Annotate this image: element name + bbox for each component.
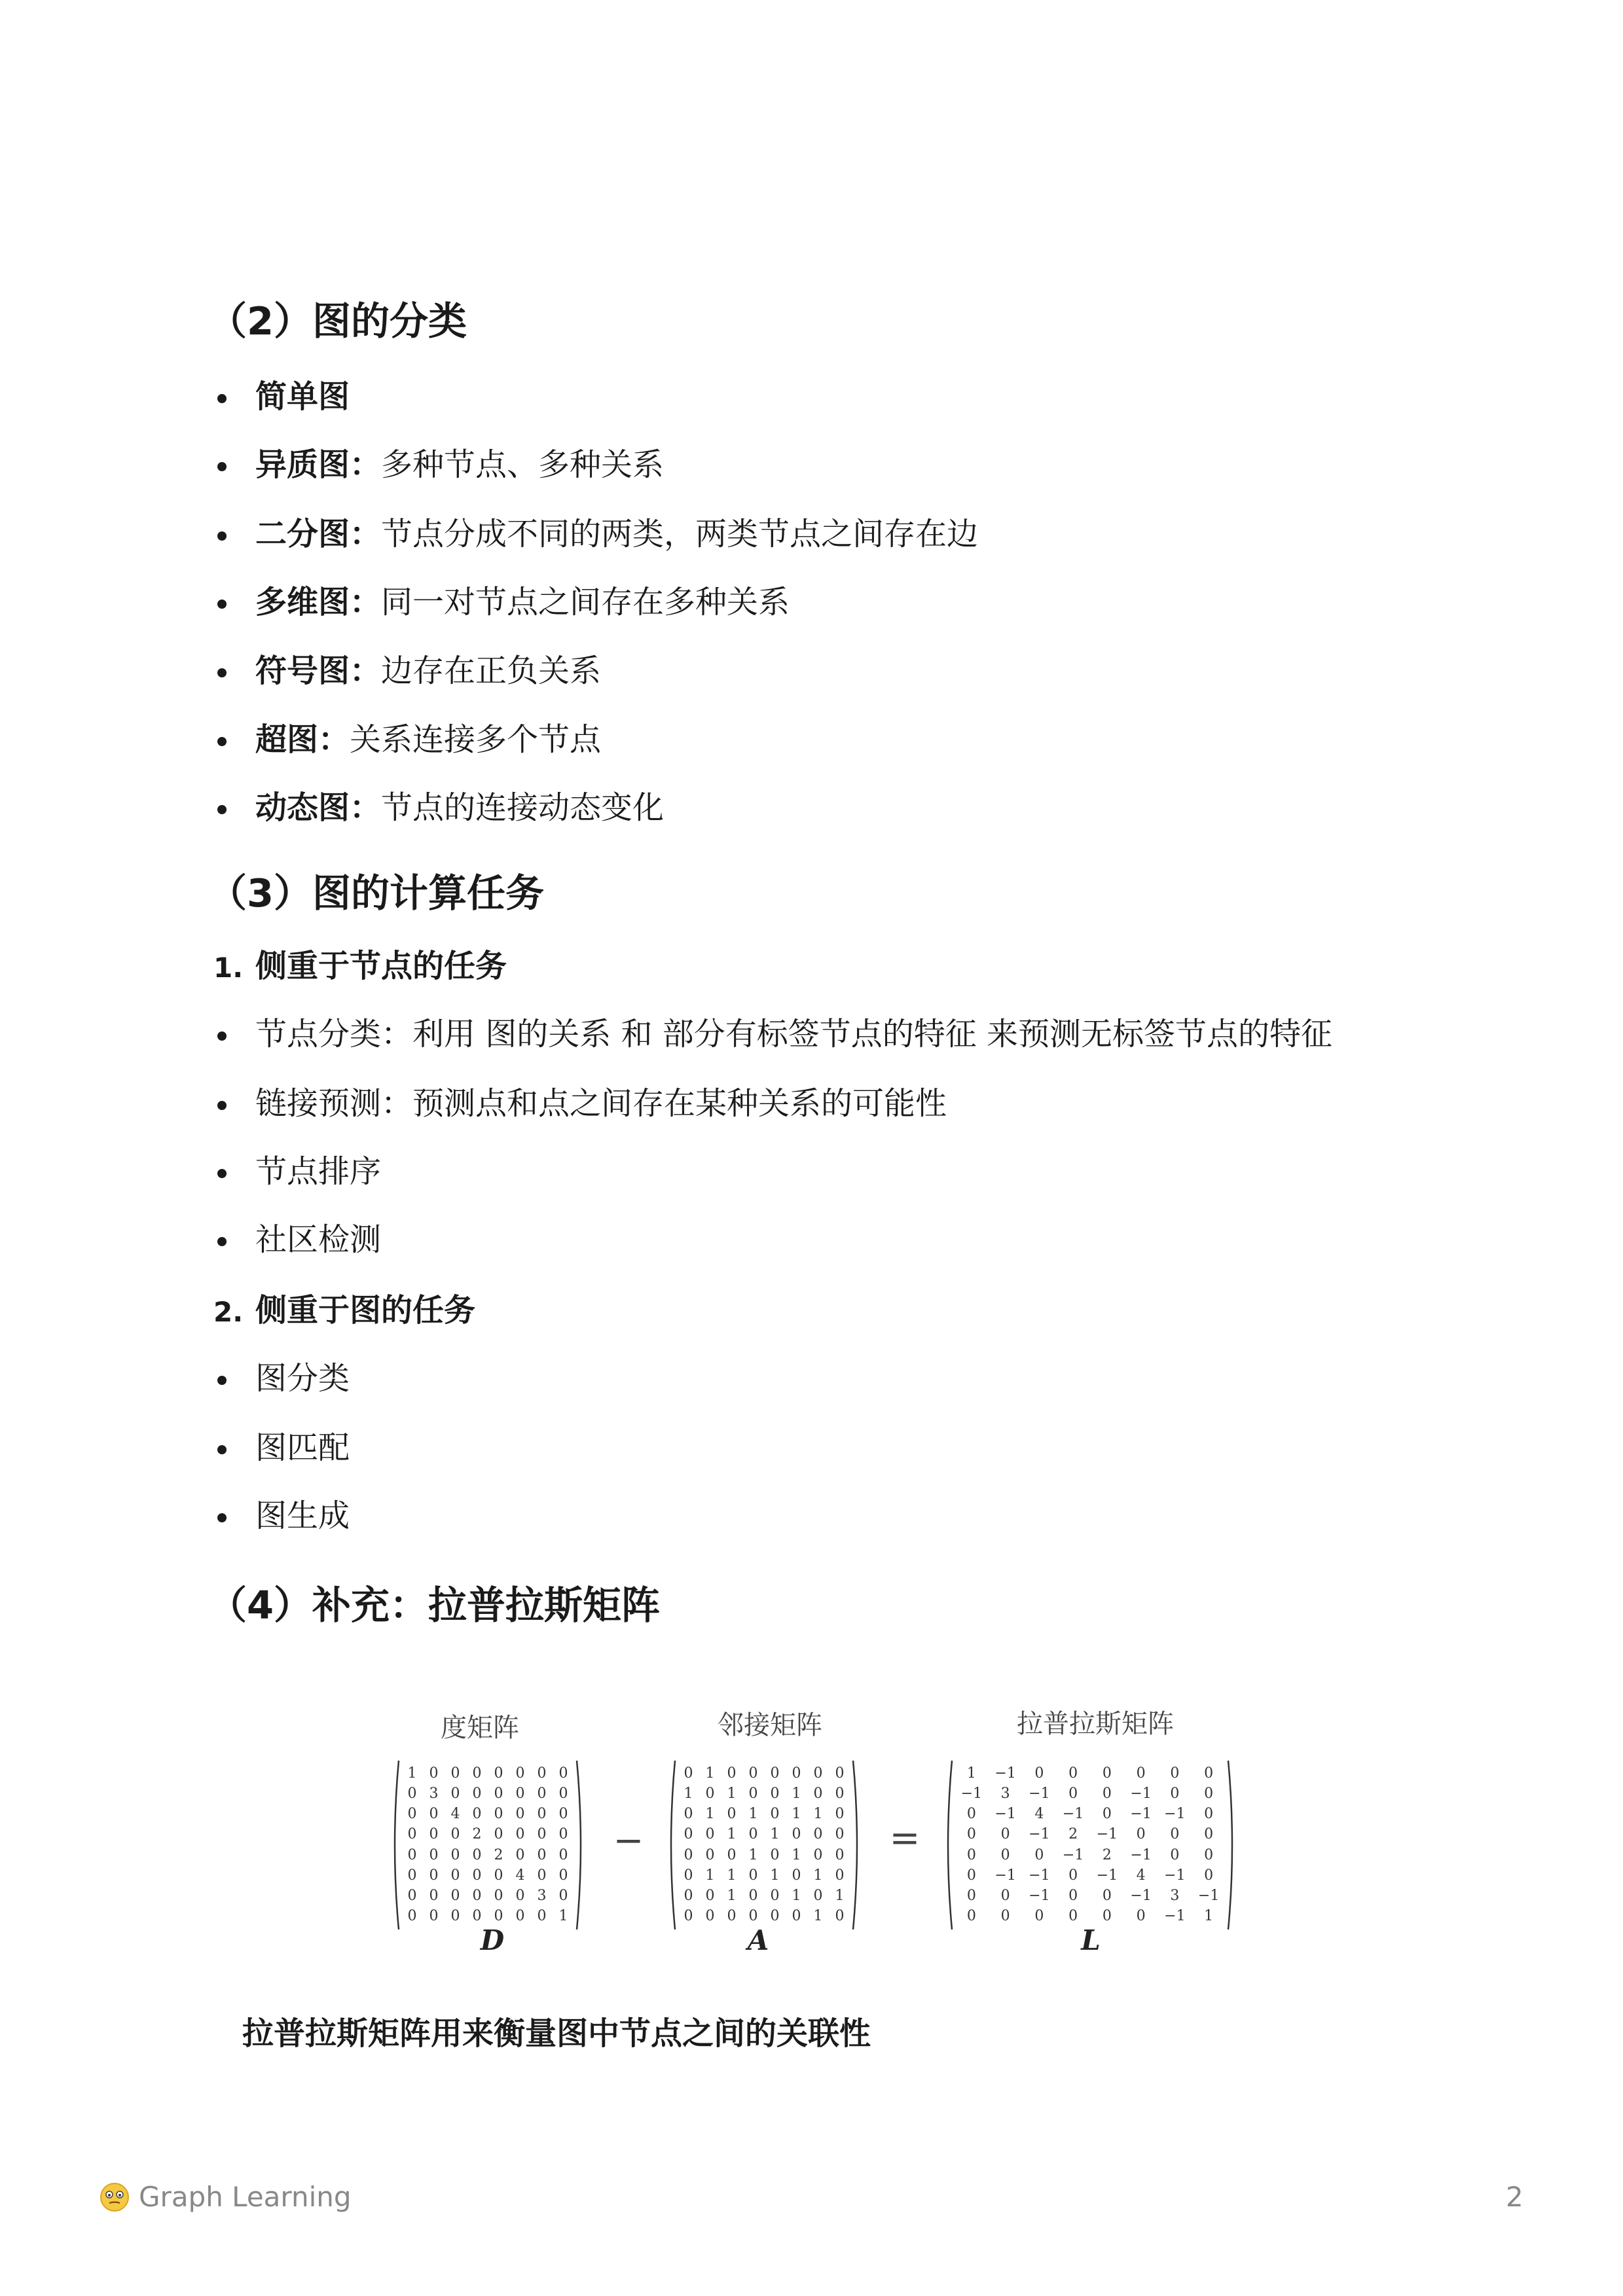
matrix-cell: 0 <box>494 1908 503 1925</box>
matrix-cell: 0 <box>727 1806 737 1823</box>
matrix-cell: −1 <box>1130 1888 1152 1905</box>
bullet-dot <box>217 1445 227 1454</box>
matrix-cell: 0 <box>748 1888 758 1905</box>
list-item <box>255 1498 350 1535</box>
matrix-cell: 0 <box>515 1785 525 1802</box>
matrix-cell: 0 <box>429 1826 439 1843</box>
matrix-cell: 0 <box>835 1867 845 1884</box>
matrix-cell: −1 <box>994 1867 1016 1884</box>
matrix-cell: 0 <box>1102 1806 1112 1823</box>
matrix-cell: 1 <box>770 1867 780 1884</box>
matrix-cell: 0 <box>1000 1908 1010 1925</box>
bullet-dot <box>217 394 227 403</box>
section-heading-3: （3）图的计算任务 <box>208 870 545 916</box>
matrix-cell: 0 <box>407 1846 417 1863</box>
matrix-cell: 0 <box>835 1826 845 1843</box>
task-group-1 <box>213 948 507 986</box>
section-heading-4: （4）补充：拉普拉斯矩阵 <box>208 1583 661 1628</box>
matrix-cell: 0 <box>558 1867 568 1884</box>
list-item <box>255 1429 350 1467</box>
matrix-cell: 0 <box>684 1806 693 1823</box>
matrix-cell: 0 <box>792 1765 801 1782</box>
matrix-cell: 3 <box>1170 1888 1180 1905</box>
matrix-cell: 0 <box>835 1846 845 1863</box>
symbol-l: L <box>1081 1924 1101 1956</box>
matrix-cell: 0 <box>558 1888 568 1905</box>
matrix-cell: 3 <box>429 1785 439 1802</box>
matrix-cell: 0 <box>558 1806 568 1823</box>
list-item <box>255 516 978 554</box>
matrix-cell: 0 <box>558 1785 568 1802</box>
matrix-cell: 0 <box>537 1908 547 1925</box>
matrix-cell: −1 <box>994 1765 1016 1782</box>
face-emoji-icon <box>100 2182 130 2212</box>
matrix-cell: 1 <box>770 1826 780 1843</box>
page-number: 2 <box>1506 2181 1523 2213</box>
matrix-cell: 0 <box>792 1867 801 1884</box>
matrix-cell: 0 <box>515 1908 525 1925</box>
bullet-dot <box>217 805 227 814</box>
laplacian-matrix-title: 拉普拉斯矩阵 <box>1017 1709 1174 1739</box>
matrix-cell: 0 <box>1204 1846 1214 1863</box>
list-item <box>255 1153 381 1191</box>
matrix-cell: 1 <box>1204 1908 1214 1925</box>
list-item <box>255 446 664 484</box>
figure-caption: 拉普拉斯矩阵用来衡量图中节点之间的关联性 <box>242 2015 871 2052</box>
matrix-cell: 0 <box>472 1908 482 1925</box>
matrix-cell: −1 <box>1062 1846 1084 1863</box>
matrix-cell: 0 <box>966 1826 976 1843</box>
graph-type-desc: 节点分成不同的两类，两类节点之间存在边 <box>381 516 979 552</box>
matrix-cell: 0 <box>770 1846 780 1863</box>
matrix-cell: 0 <box>537 1867 547 1884</box>
graph-type-name: 超图： <box>255 721 350 758</box>
matrix-cell: 0 <box>1204 1867 1214 1884</box>
matrix-cell: 1 <box>748 1806 758 1823</box>
matrix-cell: 2 <box>1068 1826 1078 1843</box>
matrix-cell: 3 <box>1000 1785 1010 1802</box>
bullet-dot <box>217 462 227 471</box>
matrix-cell: 0 <box>515 1826 525 1843</box>
laplacian-matrix <box>943 1758 1237 1932</box>
matrix-cell: 0 <box>515 1806 525 1823</box>
matrix-cell: 0 <box>705 1888 715 1905</box>
matrix-cell: 0 <box>450 1765 460 1782</box>
matrix-cell: 0 <box>705 1826 715 1843</box>
matrix-cell: 0 <box>966 1908 976 1925</box>
task-group-title: 侧重于图的任务 <box>255 1292 476 1329</box>
footer-title: Graph Learning <box>139 2181 352 2213</box>
matrix-cell: 1 <box>407 1765 417 1782</box>
matrix-cell: 0 <box>1068 1785 1078 1802</box>
matrix-cell: 0 <box>1102 1888 1112 1905</box>
adjacency-matrix-title: 邻接矩阵 <box>718 1710 822 1740</box>
symbol-a: A <box>747 1924 769 1956</box>
matrix-cell: 0 <box>558 1765 568 1782</box>
matrix-cell: 0 <box>684 1908 693 1925</box>
matrix-cell: 0 <box>770 1806 780 1823</box>
list-item <box>255 1085 947 1123</box>
matrix-cell: 1 <box>792 1888 801 1905</box>
matrix-cell: 0 <box>450 1867 460 1884</box>
matrix-cell: 0 <box>472 1888 482 1905</box>
bullet-dot <box>217 668 227 677</box>
matrix-cell: 1 <box>792 1846 801 1863</box>
matrix-cell: −1 <box>1096 1826 1118 1843</box>
matrix-cell: 0 <box>1136 1826 1146 1843</box>
matrix-cell: 1 <box>813 1908 823 1925</box>
list-number: 2. <box>213 1296 244 1328</box>
matrix-cell: 0 <box>1000 1888 1010 1905</box>
matrix-cell: 0 <box>429 1846 439 1863</box>
bullet-dot <box>217 1169 227 1178</box>
matrix-cell: 1 <box>792 1785 801 1802</box>
list-item <box>255 1221 381 1259</box>
matrix-cell: 0 <box>1102 1908 1112 1925</box>
matrix-cell: 1 <box>727 1785 737 1802</box>
list-item <box>255 584 790 622</box>
matrix-cell: 0 <box>407 1888 417 1905</box>
matrix-cell: 0 <box>705 1785 715 1802</box>
matrix-cell: −1 <box>1164 1908 1186 1925</box>
matrix-cell: 2 <box>1102 1846 1112 1863</box>
matrix-cell: 0 <box>407 1867 417 1884</box>
matrix-cell: 0 <box>705 1908 715 1925</box>
matrix-cell: 0 <box>705 1846 715 1863</box>
section-heading-2: （2）图的分类 <box>208 298 467 344</box>
matrix-cell: 0 <box>813 1826 823 1843</box>
matrix-cell: −1 <box>1029 1888 1050 1905</box>
symbol-d: D <box>480 1924 505 1956</box>
matrix-grid <box>678 1763 850 1927</box>
list-item <box>255 789 664 827</box>
graph-type-desc: 同一对节点之间存在多种关系 <box>381 584 790 620</box>
matrix-cell: 0 <box>835 1765 845 1782</box>
list-item <box>255 1360 350 1398</box>
matrix-cell: 0 <box>558 1826 568 1843</box>
matrix-cell: 0 <box>727 1908 737 1925</box>
list-item <box>255 378 350 416</box>
matrix-cell: 0 <box>1170 1785 1180 1802</box>
matrix-cell: 0 <box>515 1765 525 1782</box>
matrix-cell: 0 <box>1204 1765 1214 1782</box>
matrix-cell: 4 <box>515 1867 525 1884</box>
graph-type-name: 多维图： <box>255 584 382 620</box>
matrix-cell: 0 <box>472 1785 482 1802</box>
matrix-cell: −1 <box>1130 1846 1152 1863</box>
matrix-cell: 1 <box>813 1806 823 1823</box>
matrix-cell: 0 <box>1034 1908 1044 1925</box>
matrix-cell: 0 <box>515 1846 525 1863</box>
matrix-cell: 0 <box>407 1785 417 1802</box>
graph-type-name: 符号图： <box>255 653 382 689</box>
matrix-cell: 0 <box>407 1908 417 1925</box>
matrix-cell: 0 <box>558 1846 568 1863</box>
matrix-cell: 1 <box>792 1806 801 1823</box>
graph-type-desc: 节点的连接动态变化 <box>381 789 665 826</box>
matrix-cell: 0 <box>1068 1888 1078 1905</box>
matrix-cell: 0 <box>813 1765 823 1782</box>
matrix-cell: 0 <box>537 1785 547 1802</box>
matrix-cell: 1 <box>966 1765 976 1782</box>
matrix-cell: 0 <box>515 1888 525 1905</box>
matrix-cell: 0 <box>1136 1908 1146 1925</box>
matrix-cell: 4 <box>450 1806 460 1823</box>
matrix-cell: 0 <box>748 1908 758 1925</box>
matrix-cell: 1 <box>558 1908 568 1925</box>
matrix-cell: 0 <box>1170 1826 1180 1843</box>
matrix-cell: 1 <box>705 1806 715 1823</box>
task-name: 图匹配 <box>255 1429 350 1466</box>
matrix-cell: 0 <box>835 1908 845 1925</box>
matrix-cell: 0 <box>1068 1908 1078 1925</box>
matrix-cell: 0 <box>1170 1765 1180 1782</box>
graph-type-desc: 关系连接多个节点 <box>350 721 602 758</box>
bullet-dot <box>217 1237 227 1246</box>
matrix-cell: 0 <box>684 1826 693 1843</box>
matrix-cell: 0 <box>1068 1765 1078 1782</box>
matrix-cell: 0 <box>429 1806 439 1823</box>
matrix-cell: 3 <box>537 1888 547 1905</box>
task-name: 图分类 <box>255 1360 350 1397</box>
matrix-cell: 0 <box>450 1785 460 1802</box>
matrix-cell: −1 <box>1062 1806 1084 1823</box>
task-group-2 <box>213 1292 476 1330</box>
matrix-cell: 0 <box>684 1846 693 1863</box>
list-item <box>255 653 601 691</box>
matrix-cell: 0 <box>407 1806 417 1823</box>
matrix-cell: 4 <box>1136 1867 1146 1884</box>
matrix-cell: 0 <box>494 1785 503 1802</box>
matrix-cell: 0 <box>966 1846 976 1863</box>
bullet-dot <box>217 1101 227 1110</box>
graph-type-name: 简单图 <box>255 378 350 415</box>
matrix-cell: 0 <box>748 1867 758 1884</box>
graph-type-name: 二分图： <box>255 516 382 552</box>
matrix-cell: 0 <box>684 1867 693 1884</box>
matrix-cell: 0 <box>1170 1846 1180 1863</box>
matrix-cell: −1 <box>1096 1867 1118 1884</box>
matrix-cell: −1 <box>1029 1867 1050 1884</box>
matrix-cell: 0 <box>1068 1867 1078 1884</box>
matrix-cell: 0 <box>494 1867 503 1884</box>
bullet-dot <box>217 531 227 541</box>
matrix-cell: 1 <box>835 1888 845 1905</box>
matrix-cell: 0 <box>537 1806 547 1823</box>
matrix-cell: 0 <box>813 1888 823 1905</box>
matrix-cell: 0 <box>748 1785 758 1802</box>
matrix-cell: 0 <box>407 1826 417 1843</box>
matrix-cell: 2 <box>472 1826 482 1843</box>
task-group-title: 侧重于节点的任务 <box>255 948 507 984</box>
matrix-cell: 0 <box>684 1888 693 1905</box>
matrix-cell: −1 <box>994 1806 1016 1823</box>
degree-matrix <box>390 1758 586 1932</box>
matrix-cell: 0 <box>684 1765 693 1782</box>
graph-type-desc: 边存在正负关系 <box>381 653 602 689</box>
matrix-cell: −1 <box>960 1785 983 1802</box>
matrix-cell: −1 <box>1130 1785 1152 1802</box>
task-name: 节点排序 <box>255 1153 382 1190</box>
matrix-cell: 0 <box>1102 1785 1112 1802</box>
matrix-cell: 0 <box>429 1908 439 1925</box>
matrix-cell: 0 <box>1204 1806 1214 1823</box>
matrix-grid <box>955 1763 1226 1927</box>
matrix-cell: 0 <box>537 1765 547 1782</box>
matrix-cell: 0 <box>727 1846 737 1863</box>
matrix-cell: 0 <box>835 1806 845 1823</box>
matrix-cell: 0 <box>472 1846 482 1863</box>
matrix-cell: 0 <box>494 1826 503 1843</box>
matrix-cell: 0 <box>792 1908 801 1925</box>
graph-type-name: 异质图： <box>255 446 382 483</box>
graph-type-name: 动态图： <box>255 789 382 826</box>
matrix-cell: −1 <box>1029 1785 1050 1802</box>
matrix-grid <box>401 1763 574 1927</box>
matrix-cell: 0 <box>537 1826 547 1843</box>
matrix-cell: 0 <box>770 1888 780 1905</box>
matrix-cell: 0 <box>748 1826 758 1843</box>
matrix-cell: 0 <box>966 1888 976 1905</box>
matrix-cell: 1 <box>684 1785 693 1802</box>
matrix-cell: 0 <box>1136 1765 1146 1782</box>
matrix-cell: 1 <box>813 1867 823 1884</box>
matrix-cell: 0 <box>472 1806 482 1823</box>
task-name: 图生成 <box>255 1498 350 1534</box>
minus-operator: − <box>613 1820 644 1862</box>
bullet-dot <box>217 737 227 746</box>
matrix-cell: 0 <box>835 1785 845 1802</box>
matrix-cell: 1 <box>748 1846 758 1863</box>
list-item <box>255 721 601 759</box>
matrix-cell: 2 <box>494 1846 503 1863</box>
matrix-cell: 1 <box>727 1888 737 1905</box>
matrix-cell: 0 <box>472 1765 482 1782</box>
bullet-dot <box>217 1513 227 1522</box>
equals-operator: = <box>889 1817 921 1859</box>
bullet-dot <box>217 1031 227 1041</box>
matrix-cell: −1 <box>1164 1806 1186 1823</box>
bullet-dot <box>217 600 227 609</box>
matrix-cell: 0 <box>450 1846 460 1863</box>
matrix-cell: 0 <box>748 1765 758 1782</box>
matrix-cell: 0 <box>1204 1785 1214 1802</box>
matrix-cell: 0 <box>429 1765 439 1782</box>
matrix-cell: 0 <box>770 1908 780 1925</box>
matrix-cell: 0 <box>450 1908 460 1925</box>
matrix-cell: 0 <box>966 1867 976 1884</box>
matrix-cell: −1 <box>1164 1867 1186 1884</box>
matrix-cell: 0 <box>1102 1765 1112 1782</box>
task-name: 链接预测：预测点和点之间存在某种关系的可能性 <box>255 1085 947 1122</box>
matrix-cell: 0 <box>1034 1846 1044 1863</box>
matrix-cell: 1 <box>727 1826 737 1843</box>
list-number: 1. <box>213 952 244 984</box>
matrix-cell: 0 <box>450 1888 460 1905</box>
matrix-cell: 0 <box>494 1888 503 1905</box>
matrix-cell: 4 <box>1034 1806 1044 1823</box>
matrix-cell: 0 <box>770 1765 780 1782</box>
matrix-cell: 0 <box>770 1785 780 1802</box>
matrix-cell: 0 <box>472 1867 482 1884</box>
degree-matrix-title: 度矩阵 <box>441 1713 519 1743</box>
bullet-dot <box>217 1376 227 1385</box>
matrix-cell: 0 <box>450 1826 460 1843</box>
matrix-cell: 0 <box>1204 1826 1214 1843</box>
adjacency-matrix <box>666 1758 862 1932</box>
matrix-cell: 0 <box>1000 1826 1010 1843</box>
matrix-cell: −1 <box>1130 1806 1152 1823</box>
matrix-cell: 1 <box>705 1867 715 1884</box>
list-item <box>255 1016 1332 1054</box>
matrix-cell: 0 <box>429 1867 439 1884</box>
matrix-cell: 0 <box>813 1785 823 1802</box>
matrix-cell: 1 <box>705 1765 715 1782</box>
matrix-cell: 0 <box>494 1806 503 1823</box>
matrix-cell: 0 <box>1000 1846 1010 1863</box>
matrix-cell: 0 <box>813 1846 823 1863</box>
graph-type-desc: 多种节点、多种关系 <box>381 446 665 483</box>
matrix-cell: 0 <box>537 1846 547 1863</box>
matrix-cell: 1 <box>727 1867 737 1884</box>
matrix-cell: 0 <box>494 1765 503 1782</box>
matrix-cell: −1 <box>1197 1888 1220 1905</box>
matrix-cell: 0 <box>429 1888 439 1905</box>
matrix-cell: 0 <box>727 1765 737 1782</box>
matrix-cell: 0 <box>1034 1765 1044 1782</box>
task-name: 社区检测 <box>255 1221 382 1258</box>
matrix-cell: 0 <box>966 1806 976 1823</box>
matrix-cell: 0 <box>792 1826 801 1843</box>
matrix-cell: −1 <box>1029 1826 1050 1843</box>
task-name: 节点分类：利用 图的关系 和 部分有标签节点的特征 来预测无标签节点的特征 <box>255 1016 1333 1052</box>
